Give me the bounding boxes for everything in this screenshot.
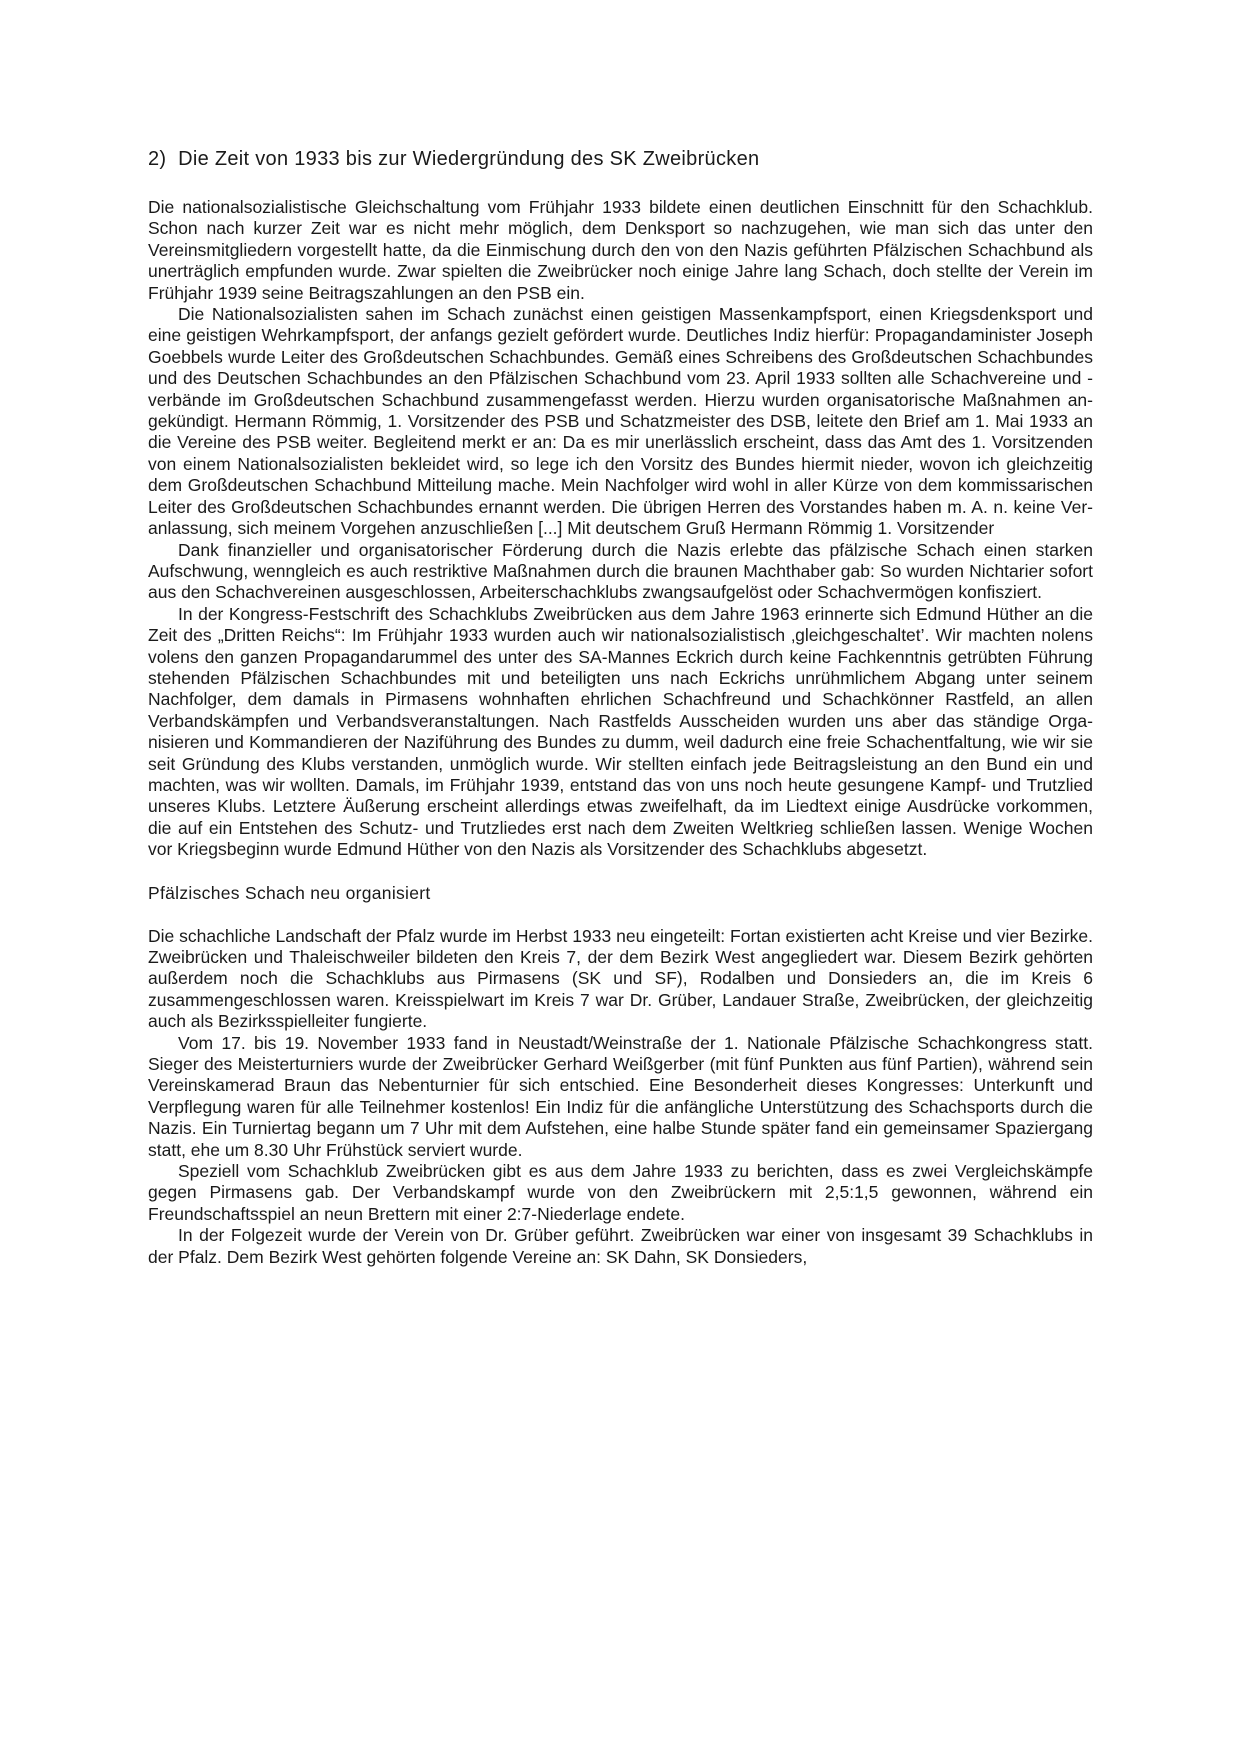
document-page [148, 148, 1093, 1268]
paragraph: Die Nationalsozialisten sahen im Schach zunächst einen geistigen Massenkampfsport, einen Kriegsdenksport und eine geistigen Wehrkampfsport, der anfangs gezielt gefördert wurde. Deutliches Indiz hierfür: Propagandaminister Joseph Goebbels wurde Leiter des Großdeutschen Schachbundes. Gemäß eines Schreibens des Großdeutschen Schachbundes und des Deutschen Schachbundes an den Pfälzischen Schachbund vom 23. April 1933 sollten alle Schachvereine und -verbände im Großdeutschen Schachbund zusammengefasst werden. Hierzu wurden organisatorische Maßnahmen angekündigt. Hermann Römmig, 1. Vorsitzender des PSB und Schatzmeister des DSB, leitete den Brief am 1. Mai 1933 an die Vereine des PSB weiter. Begleitend merkt er an: Da es mir unerlässlich erscheint, dass das Amt des 1. Vorsitzenden von einem Nationalsozialisten bekleidet wird, so lege ich den Vorsitz des Bundes hiermit nieder, wovon ich gleichzeitig dem Großdeutschen Schachbund Mitteilung mache. Mein Nachfolger wird wohl in aller Kürze von dem kommissarischen Leiter des Großdeutschen Schachbundes ernannt werden. Die übrigen Herren des Vorstandes haben m. A. n. keine Veranlassung, sich meinem Vorgehen anzuschließen [...] Mit deutschem Gruß Hermann Römmig 1. Vorsitzender [148, 304, 1093, 539]
paragraph: Dank finanzieller und organisatorischer Förderung durch die Nazis erlebte das pfälzische Schach einen starken Aufschwung, wenngleich es auch restriktive Maßnahmen durch die braunen Machthaber gab: So wurden Nichtarier sofort aus den Schachvereinen ausgeschlossen, Arbeiterschachklubs zwangsaufgelöst oder Schachvermögen konfisziert. [148, 539, 1093, 603]
paragraph: Speziell vom Schachklub Zweibrücken gibt es aus dem Jahre 1933 zu berichten, dass es zwei Vergleichskämpfe gegen Pirmasens gab. Der Verbandskampf wurde von den Zweibrückern mit 2,5:1,5 gewonnen, während ein Freundschaftsspiel an neun Brettern mit einer 2:7-Niederlage endete. [148, 1161, 1093, 1224]
paragraph: Die nationalsozialistische Gleichschaltung vom Frühjahr 1933 bildete einen deutlichen Einschnitt für den Schachklub. Schon nach kurzer Zeit war es nicht mehr möglich, dem Denksport so nachzugehen, wie man sich das unter den Vereinsmitgliedern vorgestellt hatte, da die Einmischung durch den von den Nazis geführten Pfälzischen Schachbund als unerträglich empfunden wurde. Zwar spielten die Zweibrücker noch einige Jahre lang Schach, doch stellte der Verein im Frühjahr 1939 seine Beitragszahlungen an den PSB ein. [148, 197, 1093, 303]
paragraph: In der Kongress-Festschrift des Schachklubs Zweibrücken aus dem Jahre 1963 erinnerte sich Edmund Hüther an die Zeit des „Dritten Reichs“: Im Frühjahr 1933 wurden auch wir nationalsozialistisch ‚gleichgeschaltet’. Wir machten nolens volens den ganzen Propagandarummel des unter des SA-Mannes Eckrich durch keine Fachkenntnis getrübten Führung stehenden Pfälzischen Schachbundes mit und beteiligten uns nach Eckrichs unrühmlichem Abgang unter seinem Nachfolger, dem damals in Pirmasens wohnhaften ehrlichen Schachfreund und Schachkönner Rastfeld, an allen Verbandskämpfen und Verbandsveranstaltungen. Nach Rastfelds Ausscheiden wurden uns aber das ständige Organisieren und Kommandieren der Naziführung des Bundes zu dumm, weil dadurch eine freie Schachentfaltung, wie wir sie seit Gründung des Klubs verstanden, unmöglich wurde. Wir stellten einfach jede Beitragsleistung an den Bund ein und machten, was wir wollten. Damals, im Frühjahr 1939, entstand das von uns noch heute gesungene Kampf- und Trutzlied unseres Klubs. Letztere Äußerung erscheint allerdings etwas zweifelhaft, da im Liedtext einige Ausdrücke vorkommen, die auf ein Entstehen des Schutz- und Trutzliedes erst nach dem Zweiten Weltkrieg schließen lassen. Wenige Wochen vor Kriegsbeginn wurde Edmund Hüther von den Nazis als Vorsitzender des Schachklubs abgesetzt. [148, 603, 1093, 860]
section-heading: 2) Die Zeit von 1933 bis zur Wiedergründung des SK Zweibrücken [148, 148, 760, 170]
paragraph: Vom 17. bis 19. November 1933 fand in Neustadt/Weinstraße der 1. Nationale Pfälzische Schachkongress statt. Sieger des Meisterturniers wurde der Zweibrücker Gerhard Weißgerber (mit fünf Punkten aus fünf Partien), während sein Vereinskamerad Braun das Nebenturnier für sich entschied. Eine Besonderheit dieses Kongresses: Unterkunft und Verpflegung waren für alle Teilnehmer kostenlos! Ein Indiz für die anfängliche Unterstützung des Schachsports durch die Nazis. Ein Turniertag begann um 7 Uhr mit dem Aufstehen, eine halbe Stunde später fand ein gemeinsamer Spaziergang statt, ehe um 8.30 Uhr Frühstück serviert wurde. [148, 1032, 1093, 1160]
subheading: Pfälzisches Schach neu organisiert [148, 882, 431, 903]
paragraph: Die schachliche Landschaft der Pfalz wurde im Herbst 1933 neu eingeteilt: Fortan existierten acht Kreise und vier Bezirke. Zweibrücken und Thaleischweiler bildeten den Kreis 7, der dem Bezirk West angegliedert war. Diesem Bezirk gehörten außerdem noch die Schachklubs aus Pirmasens (SK und SF), Rodalben und Donsieders an, die im Kreis 6 zusammengeschlossen waren. Kreisspielwart im Kreis 7 war Dr. Grüber, Landauer Straße, Zweibrücken, der gleichzeitig auch als Bezirksspielleiter fungierte. [148, 925, 1093, 1032]
paragraph: In der Folgezeit wurde der Verein von Dr. Grüber geführt. Zweibrücken war einer von insgesamt 39 Schachklubs in der Pfalz. Dem Bezirk West gehörten folgende Vereine an: SK Dahn, SK Donsieders, [148, 1225, 1093, 1267]
